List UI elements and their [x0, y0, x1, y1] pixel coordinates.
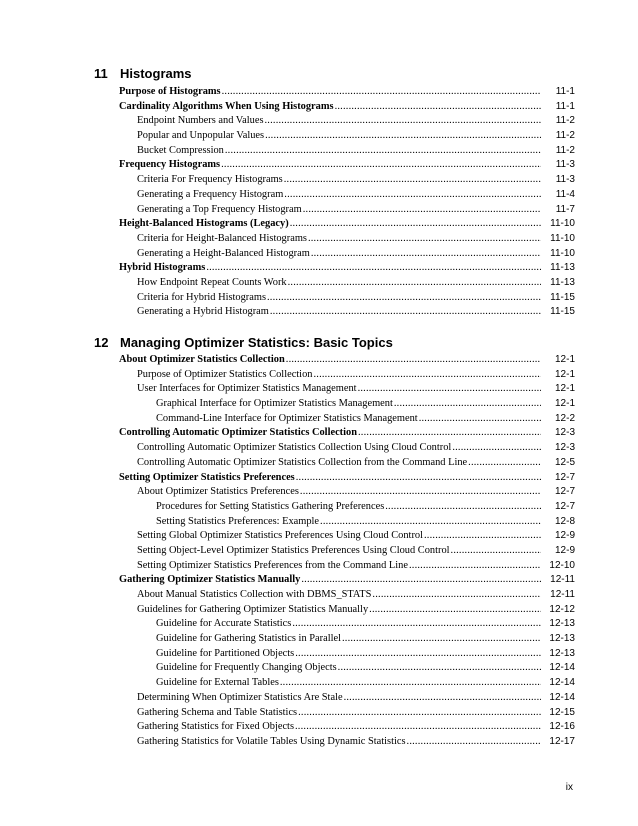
toc-entry-page: 12-2 [554, 412, 575, 424]
toc-entry-title: Cardinality Algorithms When Using Histograms [119, 100, 334, 112]
chapter-11-heading[interactable] [94, 66, 192, 81]
toc-entry-title: About Optimizer Statistics Collection [119, 354, 285, 365]
dot-leader [270, 305, 541, 320]
toc-entry[interactable] [119, 617, 575, 632]
toc-entry[interactable] [119, 735, 575, 750]
toc-entry-title: User Interfaces for Optimizer Statistics Management [137, 383, 357, 395]
toc-entry-title: Endpoint Numbers and Values [137, 115, 264, 127]
page-number: ix [565, 782, 573, 793]
dot-leader [369, 603, 541, 618]
toc-entry-title: Purpose of Optimizer Statistics Collection [137, 368, 313, 380]
toc-entry-title: Setting Global Optimizer Statistics Preferences Using Cloud Control [137, 530, 423, 542]
toc-entry[interactable] [119, 500, 575, 515]
dot-leader [303, 203, 541, 218]
toc-entry-page: 11-10 [550, 232, 575, 244]
toc-entry-title: Controlling Automatic Optimizer Statistics Collection [119, 427, 357, 439]
toc-entry-title: Generating a Height-Balanced Histogram [137, 247, 310, 259]
dot-leader [265, 114, 542, 129]
dot-leader [424, 529, 541, 544]
toc-entry[interactable] [119, 144, 575, 159]
toc-entry[interactable] [119, 706, 575, 721]
toc-entry-title: Criteria for Height-Balanced Histograms [137, 232, 307, 244]
toc-entry[interactable] [119, 382, 575, 397]
toc-entry-title: Criteria For Frequency Histograms [137, 174, 283, 186]
toc-entry-title: Generating a Top Frequency Histogram [137, 203, 302, 215]
toc-entry[interactable] [119, 485, 575, 500]
toc-entry[interactable] [119, 100, 575, 115]
dot-leader [394, 397, 541, 412]
toc-entry[interactable] [119, 676, 575, 691]
toc-entry-title: Height-Balanced Histograms (Legacy) [119, 218, 289, 230]
toc-entry[interactable] [119, 647, 575, 662]
toc-entry-title: Criteria for Hybrid Histograms [137, 291, 266, 303]
toc-entry-title: Gathering Statistics for Volatile Tables Using Dynamic Statistics [137, 735, 406, 747]
toc-entry[interactable] [119, 471, 575, 486]
toc-entry-title: Purpose of Histograms [119, 86, 221, 97]
toc-entry[interactable] [119, 456, 575, 471]
toc-entry-title: Controlling Automatic Optimizer Statistics Collection from the Command Line [137, 456, 468, 468]
toc-entry-page: 12-1 [554, 383, 575, 395]
toc-entry-title: About Manual Statistics Collection with DBMS_STATS [137, 589, 372, 600]
dot-leader [358, 382, 541, 397]
toc-entry-page: 11-1 [555, 86, 575, 97]
toc-entry-page: 11-2 [555, 144, 575, 156]
toc-entry-title: Generating a Hybrid Histogram [137, 306, 269, 318]
toc-entry[interactable] [119, 368, 575, 383]
toc-entry-page: 11-10 [550, 247, 575, 259]
toc-entry[interactable] [119, 129, 575, 144]
dot-leader [288, 276, 541, 291]
chapter-12-heading[interactable] [94, 335, 393, 350]
toc-entry[interactable] [119, 573, 575, 588]
dot-leader [295, 720, 541, 735]
toc-entry-page: 12-10 [549, 559, 575, 571]
dot-leader [296, 471, 541, 486]
toc-entry-page: 12-14 [549, 662, 575, 674]
dot-leader [298, 706, 541, 721]
dot-leader [372, 588, 541, 603]
chapter-title: Managing Optimizer Statistics: Basic Topics [120, 335, 393, 350]
toc-entry-title: Setting Optimizer Statistics Preferences [119, 471, 295, 483]
toc-entry-title: Guideline for Gathering Statistics in Parallel [156, 633, 341, 645]
toc-entry-page: 11-1 [555, 100, 575, 112]
toc-entry-page: 11-2 [555, 130, 575, 142]
dot-leader [344, 691, 541, 706]
toc-entry[interactable] [119, 232, 575, 247]
toc-entry-title: Hybrid Histograms [119, 262, 206, 274]
toc-entry[interactable] [119, 603, 575, 618]
toc-entry-page: 12-11 [550, 589, 575, 600]
dot-leader [292, 617, 541, 632]
toc-entry[interactable] [119, 426, 575, 441]
dot-leader [308, 232, 541, 247]
toc-entry-title: Guideline for Partitioned Objects [156, 647, 295, 659]
toc-entry-title: Gathering Optimizer Statistics Manually [119, 574, 301, 586]
toc-entry[interactable] [119, 720, 575, 735]
toc-entry[interactable] [119, 261, 575, 276]
toc-entry[interactable] [119, 173, 575, 188]
toc-entry-title: Popular and Unpopular Values [137, 130, 265, 142]
toc-entry-title: Gathering Statistics for Fixed Objects [137, 721, 294, 733]
toc-entry-page: 12-17 [549, 735, 575, 747]
dot-leader [338, 661, 541, 676]
dot-leader [284, 188, 541, 203]
toc-entry-title: Guideline for External Tables [156, 677, 279, 689]
toc-entry[interactable] [119, 661, 575, 676]
dot-leader [452, 441, 541, 456]
toc-entry-page: 12-14 [549, 691, 575, 703]
toc-entry-title: Setting Object-Level Optimizer Statistics Preferences Using Cloud Control [137, 544, 450, 556]
toc-entry-page: 12-5 [554, 456, 575, 468]
toc-entry-title: Command-Line Interface for Optimizer Statistics Management [156, 412, 418, 424]
toc-entry[interactable] [119, 305, 575, 320]
toc-entry-page: 12-9 [554, 544, 575, 556]
dot-leader [335, 100, 541, 115]
toc-entry-title: Determining When Optimizer Statistics Are Stale [137, 691, 343, 703]
toc-entry-title: Guideline for Accurate Statistics [156, 618, 292, 630]
toc-entry-page: 12-13 [549, 633, 575, 645]
toc-entry-page: 12-8 [554, 515, 575, 527]
toc-entry-title: How Endpoint Repeat Counts Work [137, 276, 287, 288]
toc-entry-title: About Optimizer Statistics Preferences [137, 486, 299, 498]
toc-entry-page: 12-13 [549, 618, 575, 630]
toc-entry-page: 12-12 [549, 603, 575, 615]
toc-entry-title: Setting Statistics Preferences: Example [156, 515, 320, 527]
toc-entry-page: 12-1 [554, 398, 575, 410]
toc-entry-page: 12-15 [549, 706, 575, 718]
dot-leader [313, 368, 541, 383]
dot-leader [267, 291, 541, 306]
toc-entry-page: 12-13 [549, 647, 575, 659]
toc-entry-page: 11-7 [555, 203, 575, 215]
toc-entry-title: Generating a Frequency Histogram [137, 188, 284, 200]
toc-entry[interactable] [119, 353, 575, 368]
toc-entry[interactable] [119, 85, 575, 100]
toc-entry[interactable] [119, 114, 575, 129]
toc-entry-title: Graphical Interface for Optimizer Statistics Management [156, 398, 393, 410]
toc-entry[interactable] [119, 559, 575, 574]
toc-entry-page: 11-10 [550, 218, 575, 230]
toc-entry[interactable] [119, 529, 575, 544]
dot-leader [225, 144, 541, 159]
toc-entry-page: 12-3 [554, 442, 575, 454]
toc-entry-page: 12-16 [549, 721, 575, 733]
dot-leader [284, 173, 541, 188]
dot-leader [295, 647, 541, 662]
toc-entry-title: Controlling Automatic Optimizer Statistics Collection Using Cloud Control [137, 442, 452, 454]
toc-entry[interactable] [119, 158, 575, 173]
dot-leader [290, 217, 541, 232]
chapter-11-entries [119, 85, 575, 320]
dot-leader [468, 456, 541, 471]
dot-leader [300, 485, 541, 500]
toc-entry[interactable] [119, 441, 575, 456]
dot-leader [286, 353, 541, 368]
chapter-title: Histograms [120, 66, 192, 81]
dot-leader [311, 247, 541, 262]
toc-entry[interactable] [119, 691, 575, 706]
toc-entry-page: 11-15 [550, 291, 575, 303]
toc-entry-title: Frequency Histograms [119, 159, 221, 171]
toc-entry[interactable] [119, 544, 575, 559]
toc-entry-title: Setting Optimizer Statistics Preferences from the Command Line [137, 559, 408, 571]
dot-leader [419, 412, 541, 427]
toc-entry[interactable] [119, 412, 575, 427]
toc-entry[interactable] [119, 397, 575, 412]
toc-entry-title: Procedures for Setting Statistics Gathering Preferences [156, 500, 385, 512]
dot-leader [385, 500, 541, 515]
chapter-number: 12 [94, 335, 109, 350]
toc-entry-page: 11-3 [555, 159, 575, 171]
toc-entry-page: 11-13 [550, 276, 575, 288]
toc-entry[interactable] [119, 217, 575, 232]
dot-leader [451, 544, 541, 559]
toc-entry-title: Bucket Compression [137, 144, 224, 156]
toc-entry-page: 12-7 [554, 471, 575, 483]
toc-entry-page: 11-2 [555, 115, 575, 127]
toc-entry[interactable] [119, 276, 575, 291]
dot-leader [409, 559, 541, 574]
toc-entry-page: 12-11 [550, 574, 575, 586]
toc-entry-page: 12-7 [554, 486, 575, 498]
dot-leader [407, 735, 541, 750]
dot-leader [301, 573, 541, 588]
toc-entry-page: 11-13 [550, 262, 575, 274]
toc-entry-page: 11-4 [555, 188, 575, 200]
toc-entry[interactable] [119, 291, 575, 306]
toc-entry-page: 11-3 [555, 174, 575, 186]
toc-entry-page: 12-3 [554, 427, 575, 439]
toc-entry[interactable] [119, 588, 575, 603]
toc-entry-page: 12-1 [554, 354, 575, 365]
chapter-number: 11 [94, 66, 108, 81]
toc-entry[interactable] [119, 515, 575, 530]
toc-entry-page: 12-14 [549, 677, 575, 689]
dot-leader [320, 515, 541, 530]
dot-leader [221, 158, 541, 173]
dot-leader [342, 632, 541, 647]
toc-entry[interactable] [119, 203, 575, 218]
toc-entry[interactable] [119, 188, 575, 203]
dot-leader [358, 426, 541, 441]
dot-leader [206, 261, 541, 276]
dot-leader [222, 85, 541, 100]
toc-entry[interactable] [119, 247, 575, 262]
toc-entry-page: 12-7 [554, 500, 575, 512]
toc-entry[interactable] [119, 632, 575, 647]
chapter-12-entries [119, 353, 575, 750]
toc-entry-page: 12-1 [554, 368, 575, 380]
toc-entry-page: 11-15 [550, 306, 575, 318]
toc-entry-page: 12-9 [554, 530, 575, 542]
toc-entry-title: Gathering Schema and Table Statistics [137, 706, 298, 718]
toc-entry-title: Guidelines for Gathering Optimizer Statistics Manually [137, 603, 369, 615]
dot-leader [280, 676, 541, 691]
toc-entry-title: Guideline for Frequently Changing Objects [156, 662, 337, 674]
dot-leader [265, 129, 541, 144]
